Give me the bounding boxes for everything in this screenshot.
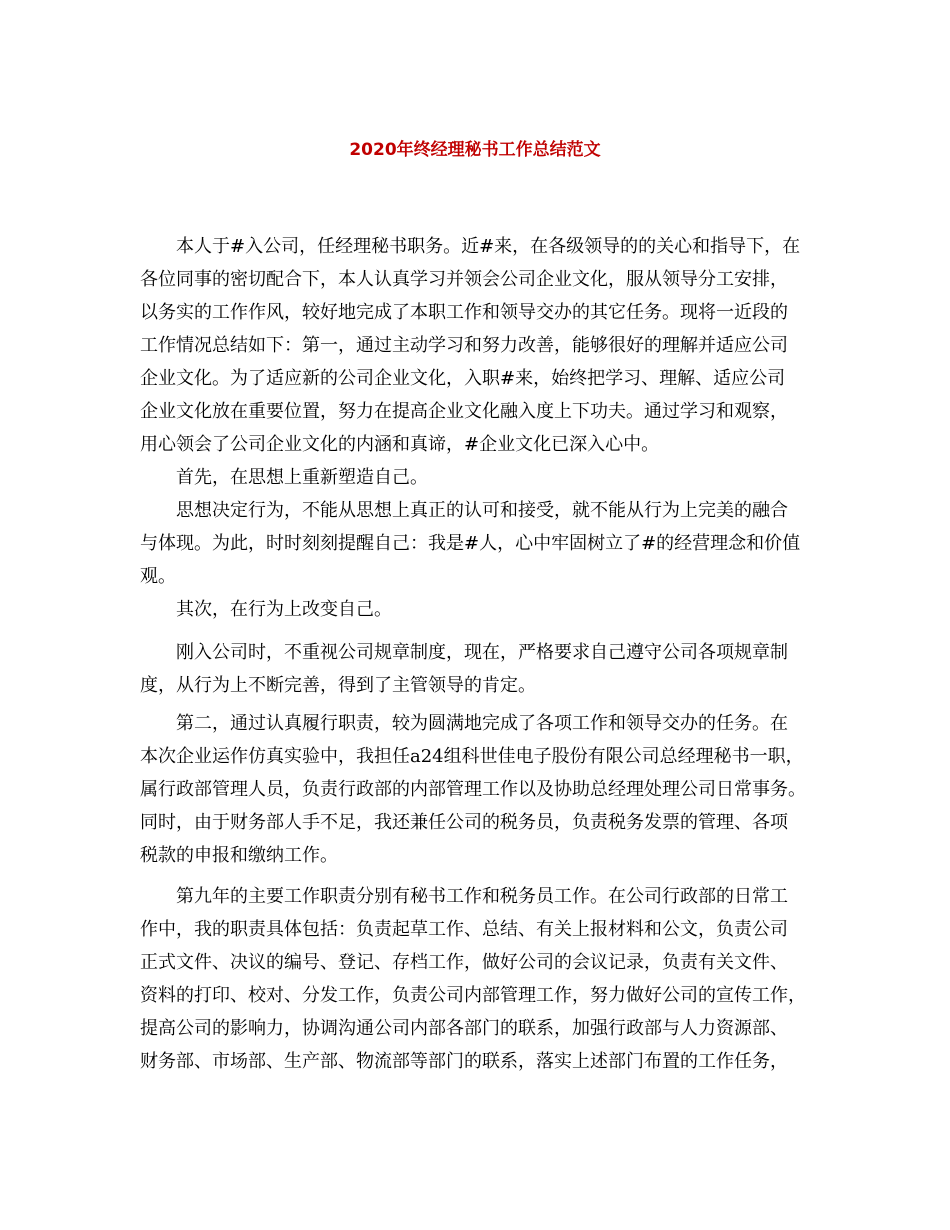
paragraph-line: 思想决定行为，不能从思想上真正的认可和接受，就不能从行为上完美的融合	[176, 500, 788, 521]
paragraph-line: 首先，在思想上重新塑造自己。	[176, 467, 428, 488]
paragraph-line: 属行政部管理人员，负责行政部的内部管理工作以及协助总经理处理公司日常事务。	[140, 779, 806, 800]
paragraph-line: 各位同事的密切配合下，本人认真学习并领会公司企业文化，服从领导分工安排，	[140, 269, 788, 290]
paragraph-line: 本次企业运作仿真实验中，我担任a24组科世佳电子股份有限公司总经理秘书一职，	[140, 746, 804, 767]
paragraph-line: 同时，由于财务部人手不足，我还兼任公司的税务员，负责税务发票的管理、各项	[140, 812, 788, 833]
paragraph-line: 第二，通过认真履行职责，较为圆满地完成了各项工作和领导交办的任务。在	[176, 713, 788, 734]
paragraph-line: 刚入公司时，不重视公司规章制度，现在，严格要求自己遵守公司各项规章制	[176, 642, 788, 663]
paragraph-line: 正式文件、决议的编号、登记、存档工作，做好公司的会议记录，负责有关文件、	[140, 952, 788, 973]
paragraph-line: 工作情况总结如下：第一，通过主动学习和努力改善，能够很好的理解并适应公司	[140, 335, 788, 356]
paragraph-line: 与体现。为此，时时刻刻提醒自己：我是#人，心中牢固树立了#的经营理念和价值	[140, 533, 801, 554]
paragraph-line: 财务部、市场部、生产部、物流部等部门的联系，落实上述部门布置的工作任务，	[140, 1051, 788, 1072]
paragraph-line: 作中，我的职责具体包括：负责起草工作、总结、有关上报材料和公文，负责公司	[140, 919, 788, 940]
paragraph-line: 其次，在行为上改变自己。	[176, 599, 392, 620]
paragraph-line: 资料的打印、校对、分发工作，负责公司内部管理工作，努力做好公司的宣传工作，	[140, 985, 806, 1006]
paragraph-line: 第九年的主要工作职责分别有秘书工作和税务员工作。在公司行政部的日常工	[176, 886, 788, 907]
paragraph-line: 税款的申报和缴纳工作。	[140, 845, 338, 866]
paragraph-line: 企业文化放在重要位置，努力在提高企业文化融入度上下功夫。通过学习和观察，	[140, 401, 788, 422]
paragraph-line: 度，从行为上不断完善，得到了主管领导的肯定。	[140, 675, 536, 696]
paragraph-line: 本人于#入公司，任经理秘书职务。近#来，在各级领导的的关心和指导下，在	[176, 236, 801, 257]
document-title: 2020年终经理秘书工作总结范文	[349, 140, 601, 160]
paragraph-line: 企业文化。为了适应新的公司企业文化，入职#来，始终把学习、理解、适应公司	[140, 368, 786, 389]
paragraph-line: 观。	[140, 566, 176, 587]
paragraph-line: 以务实的工作作风，较好地完成了本职工作和领导交办的其它任务。现将一近段的	[140, 302, 788, 323]
paragraph-line: 提高公司的影响力，协调沟通公司内部各部门的联系，加强行政部与人力资源部、	[140, 1018, 788, 1039]
paragraph-line: 用心领会了公司企业文化的内涵和真谛，#企业文化已深入心中。	[140, 434, 660, 455]
